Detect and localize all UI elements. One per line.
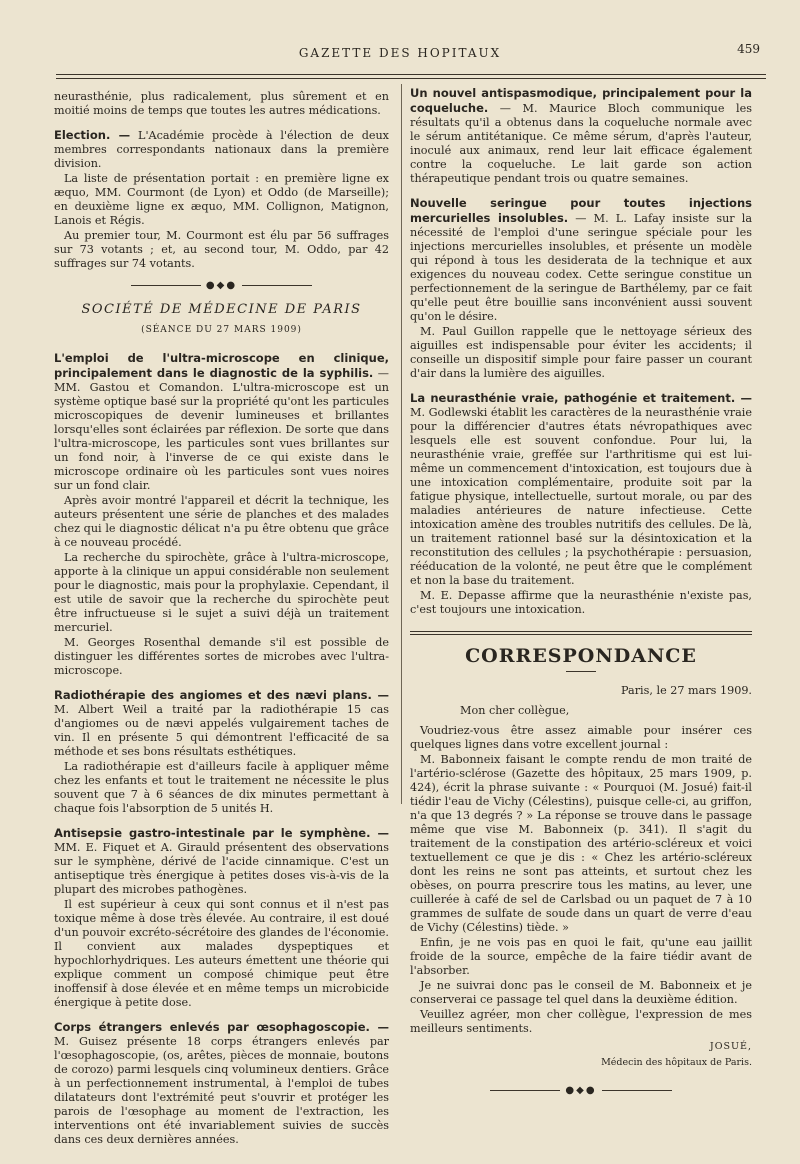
section-double-rule <box>410 631 752 635</box>
header-rule <box>56 74 766 75</box>
ornament-divider: ●◆● <box>54 279 389 293</box>
section-antisepsie <box>54 826 389 1010</box>
section-seringue <box>410 196 752 381</box>
left-column <box>54 90 389 1147</box>
page-number: 459 <box>737 42 760 56</box>
election-text-2: La liste de présentation portait : en première ligne ex æquo, MM. Courmont (de Lyon) et Oddo (de Marseille); en deuxième ligne ex æquo, MM. Collignon, Matignon, Lanois et Régis. <box>54 172 389 227</box>
section-election <box>54 128 389 271</box>
header-rule-thin <box>56 78 766 79</box>
ultra-authors: — MM. Gastou et Comandon. <box>54 367 389 394</box>
section-corps-etrangers <box>54 1020 389 1147</box>
ornament-divider-end: ●◆● <box>410 1084 752 1098</box>
section-neurasthenie <box>410 391 752 617</box>
antisepsie-heading: Antisepsie gastro-intestinale par le symphène. — <box>54 826 389 840</box>
radio-heading: Radiothérapie des angiomes et des nævi plans. — <box>54 688 389 702</box>
election-text-1: L'Académie procède à l'élection de deux membres correspondants nationaux dans la première division. <box>54 129 389 170</box>
ultra-heading: L'emploi de l'ultra-microscope en clinique, principalement dans le diagnostic de la syphilis. <box>54 351 389 380</box>
letter-signature: JOSUÉ, <box>709 1041 752 1052</box>
radio-text-1: M. Albert Weil a traité par la radiothérapie 15 cas d'angiomes ou de nævi appelés vulgairement taches de vin. Il en présente 5 qui démontrent l'efficacité de sa méthode et ses bons résultats esthétiques. <box>54 703 389 758</box>
seringue-text-2: M. Paul Guillon rappelle que le nettoyage sérieux des aiguilles est indispensable pour éviter les accidents; il conseille un dispositif simple pour faire passer un courant d'air dans la lumière des aiguilles. <box>410 325 752 380</box>
journal-title: GAZETTE DES HOPITAUX <box>298 46 502 60</box>
ultra-text-2: Après avoir montré l'appareil et décrit la technique, les auteurs présentent une série de planches et des malades chez qui le diagnostic délicat n'a pu être obtenu que grâce à ce nouveau procédé. <box>54 494 389 549</box>
antisepsie-text-1: MM. E. Fiquet et A. Girauld présentent des observations sur le symphène, dérivé de l'acide cinnamique. C'est un antiseptique très énergique à petites doses vis-à-vis de la plupart des microbes pathogènes. <box>54 841 389 896</box>
letter-text-3: Enfin, je ne vois pas en quoi le fait, qu'une eau jaillit froide de la source, empêche de la faire tiédir avant de l'absorber. <box>410 936 752 977</box>
letter-signature-title: Médecin des hôpitaux de Paris. <box>601 1057 752 1068</box>
correspondance-title: CORRESPONDANCE <box>465 645 697 667</box>
letter-text-1: Voudriez-vous être assez aimable pour insérer ces quelques lignes dans votre excellent journal : <box>410 724 752 751</box>
ultra-text-3: La recherche du spirochète, grâce à l'ultra-microscope, apporte à la clinique un appui considérable non seulement pour le diagnostic, mais pour la prophylaxie. Cependant, il est utile de savoir que la recherche du spirochète peut être infructueuse si le sujet a suivi déjà un traitement mercuriel. <box>54 551 389 634</box>
seringue-text-1: — M. L. Lafay insiste sur la nécessité de l'emploi d'une seringue spéciale pour les injections mercurielles insolubles, et présente un modèle qui répond à tous les desiderata de la technique et aux exigences du nouveau codex. Cette seringue constitue un perfectionnement de la seringue de Barthélemy, par ce fait qu'elle peut être bouillie sans inconvénient aussi souvent qu'on le désire. <box>410 212 753 323</box>
continued-paragraph: neurasthénie, plus radicalement, plus sûrement et en moitié moins de temps que toutes les autres médications. <box>54 90 389 117</box>
ultra-text-4: M. Georges Rosenthal demande s'il est possible de distinguer les différentes sortes de microbes avec l'ultra-microscope. <box>54 636 389 677</box>
society-session: (SÉANCE DU 27 MARS 1909) <box>141 325 302 335</box>
page-header <box>40 42 760 66</box>
letter-text-5: Veuillez agréer, mon cher collègue, l'expression de mes meilleurs sentiments. <box>410 1008 752 1035</box>
seringue-heading: Nouvelle seringue pour toutes injections mercurielles insolubles. <box>410 196 752 225</box>
antisepsie-text-2: Il est supérieur à ceux qui sont connus et il n'est pas toxique même à dose très élevée. Au contraire, il est doué d'un pouvoir excréto-sécrétoire des glandes de l'économie. Il convient aux malades dyspeptiques et hypochlorhydriques. Les auteurs émettent une théorie qui explique comment un composé chimique peut être inoffensif à dose élevée et en même temps un microbicide énergique à petite dose. <box>54 898 389 1009</box>
letter-text-2: M. Babonneix faisant le compte rendu de mon traité de l'artério-sclérose (Gazette des hôpitaux, 25 mars 1909, p. 424), écrit la phrase suivante : « Pourquoi (M. Josué) fait-il tiédir l'eau de Vichy (Célestins), puisque celle-ci, au griffon, n'a que 13 degrés ? » La réponse se trouve dans le passage même que vise M. Babonneix (p. 341). Il s'agit du traitement de la constipation des artério-scléreux et voici textuellement ce que je dis : « Chez les artério-scléreux dont les reins ne sont pas atteints, et surtout chez les obèses, on pourra prescrire tous les matins, au lever, une cuillerée à café de sel de Carlsbad ou un paquet de 7 à 10 grammes de sulfate de soude dans un quart de verre d'eau de Vichy (Célestins) tiède. » <box>410 753 752 934</box>
corps-text-1: M. Guisez présente 18 corps étrangers enlevés par l'œsophagoscopie, (os, arêtes, pièces de monnaie, boutons de corozo) parmi lesquels cinq volumineux dentiers. Grâce à un perfectionnement instrumental, à l'emploi de tubes dilatateurs dont l'extrémité peut s'ouvrir et protéger les parois de l'œsophage au moment de l'extraction, les interventions ont été invariablement suivies de succès dans ces deux dernières années. <box>54 1035 389 1146</box>
section-antispasmodique <box>410 86 752 186</box>
section-ultramicroscope <box>54 351 389 678</box>
neuras-text-2: M. E. Depasse affirme que la neurasthénie n'existe pas, c'est toujours une intoxication. <box>410 589 752 616</box>
title-underline <box>566 671 596 672</box>
neuras-text-1: M. Godlewski établit les caractères de la neurasthénie vraie pour la différencier d'autres états névropathiques avec lesquels elle est souvent confondue. Pour lui, la neurasthénie vraie, greffée sur l'arthritisme qui est lui-même un commencement d'intoxication, est toujours due à une intoxication complémentaire, produite soit par la fatigue physique, intellectuelle, surtout morale, ou par des maladies antérieures de nature infectieuse. Cette intoxication amène des troubles nutritifs des cellules. De là, un traitement rationnel basé sur la désintoxication et la reconstitution des cellules ; la psychothérapie : persuasion, rééducation de la volonté, ne peut être que le complément et non la base du traitement. <box>410 406 752 587</box>
antispas-heading: Un nouvel antispasmodique, principalement pour la coqueluche. <box>410 86 752 115</box>
letter-date: Paris, le 27 mars 1909. <box>621 684 752 697</box>
antispas-text-1: — M. Maurice Bloch communique les résultats qu'il a obtenus dans la coqueluche normale avec le sérum antitétanique. Ce même sérum, d'après l'auteur, inoculé aux animaux, rend leur lait efficace également contre la coqueluche. Le lait garde son action thérapeutique pendant trois ou quatre semaines. <box>410 102 752 185</box>
radio-text-2: La radiothérapie est d'ailleurs facile à appliquer même chez les enfants et tout le traitement ne nécessite le plus souvent que 7 à 6 séances de dix minutes permettant à chaque fois l'absorption de 5 unités H. <box>54 760 389 815</box>
neuras-heading: La neurasthénie vraie, pathogénie et traitement. — <box>410 391 752 405</box>
corps-heading: Corps étrangers enlevés par œsophagoscopie. — <box>54 1020 389 1034</box>
column-divider <box>401 84 402 804</box>
right-column <box>410 86 752 1108</box>
election-text-3: Au premier tour, M. Courmont est élu par 56 suffrages sur 73 votants ; et, au second tour, M. Oddo, par 42 suffrages sur 74 votants. <box>54 229 389 270</box>
section-radiotherapie <box>54 688 389 816</box>
election-heading: Election. — <box>54 128 131 142</box>
letter-text-4: Je ne suivrai donc pas le conseil de M. Babonneix et je conserverai ce passage tel quel dans la deuxième édition. <box>410 979 752 1006</box>
ultra-text-1: L'ultra-microscope est un système optique basé sur la propriété qu'ont les particules microscopiques de devenir lumineuses et brillantes lorsqu'elles sont éclairées par réflexion. De sorte que dans l'ultra-microscope, les particules sont vues brillantes sur un fond noir, à l'inverse de ce qui existe dans le microscope ordinaire où les particules sont vues noires sur un fond clair. <box>54 381 389 492</box>
society-title: SOCIÉTÉ DE MÉDECINE DE PARIS <box>81 302 362 317</box>
letter-salutation: Mon cher collègue, <box>460 704 570 717</box>
